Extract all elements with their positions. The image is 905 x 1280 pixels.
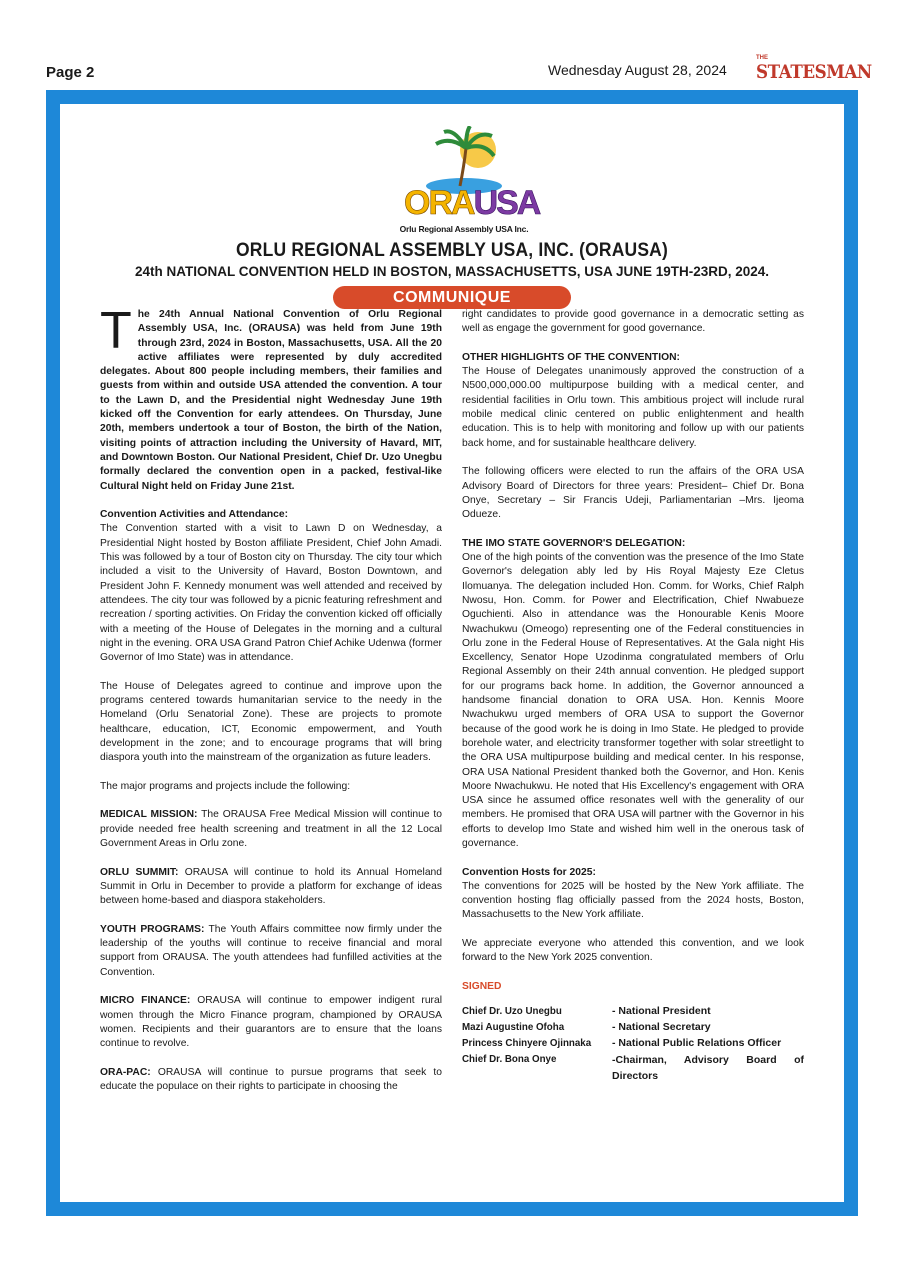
orausa-logo	[394, 126, 540, 234]
highlights-section	[462, 351, 804, 451]
logo-ora: ORA	[404, 184, 474, 222]
signatory-row	[462, 1052, 804, 1086]
signatory-row	[462, 1020, 804, 1036]
youth-text: The Youth Affairs committee now firmly under the leadership of the youths will continue to receive financial and moral support from ORAUSA. The youth attendees had funfilled activities at the Convention.	[100, 923, 442, 978]
right-column	[462, 308, 804, 1086]
masthead-the: THE	[756, 55, 768, 61]
page-header	[0, 0, 905, 90]
programs-intro: The major programs and projects include the following:	[100, 780, 351, 792]
hosts-section	[462, 866, 804, 923]
medical-label: MEDICAL MISSION:	[100, 809, 198, 821]
signed-label: SIGNED	[462, 980, 502, 992]
signatory-title: - National Secretary	[612, 1021, 711, 1034]
signatory-row	[462, 1036, 804, 1052]
highlights-text: The House of Delegates unanimously approved the construction of a N500,000,000.00 multipurpose building with a medical center, and residential facilities in Orlu town. This ambitious project will include rural mobile medical clinic centered on public enlightenment and health education. This is to help with monitoring and follow up with our patients back home, and for sustainable healthcare delivery.	[462, 366, 804, 449]
issue-date: Wednesday August 28, 2024	[548, 62, 727, 78]
logo-wordmark	[404, 184, 539, 223]
ora-pac-paragraph	[100, 1066, 442, 1095]
hosts-heading: Convention Hosts for 2025:	[462, 866, 596, 878]
signatory-title: - National President	[612, 1005, 711, 1018]
youth-programs-paragraph	[100, 923, 442, 980]
left-column	[100, 302, 442, 1109]
youth-label: YOUTH PROGRAMS:	[100, 923, 205, 935]
imo-section	[462, 537, 804, 852]
signatory-name: Chief Dr. Bona Onye	[462, 1053, 557, 1066]
signatory-title: - National Public Relations Officer	[612, 1037, 782, 1050]
imo-heading: THE IMO STATE GOVERNOR'S DELEGATION:	[462, 537, 686, 549]
delegates-paragraph: The House of Delegates agreed to continue and improve upon the programs centered towards humanitarian service to the needy in the Homeland (Orlu Senatorial Zone). These are projects to promote healthcare, education, ICT, Economic empowerment, and Youth development in the zone; and to encourage programs that will bring diaspora youth into the mainstream of the organization as future leaders.	[100, 680, 442, 764]
signatories-list	[462, 1004, 804, 1086]
summit-text: ORAUSA will continue to hold its Annual Homeland Summit in Orlu in December to provide a platform for exchange of ideas between home-based and diaspora stakeholders.	[100, 866, 442, 907]
highlights-heading: OTHER HIGHLIGHTS OF THE CONVENTION:	[462, 351, 680, 363]
pac-continued: right candidates to provide good governance in a democratic setting as well as engage the government for good governance.	[462, 309, 804, 335]
communique-banner: COMMUNIQUE	[333, 286, 571, 309]
micro-finance-paragraph	[100, 994, 442, 1051]
signatory-name: Mazi Augustine Ofoha	[462, 1021, 565, 1034]
headline: ORLU REGIONAL ASSEMBLY USA, INC. (ORAUSA)	[236, 240, 668, 261]
subheadline: 24th NATIONAL CONVENTION HELD IN BOSTON, MASSACHUSETTS, USA JUNE 19TH-23RD, 2024.	[134, 264, 770, 279]
imo-text: One of the high points of the convention was the presence of the Imo State Governor's delegation ably led by His Royal Majesty Eze Cletus Ilomuanya. The delegation included Hon. Comm. for Works, Chief Ralph Nwosu, Hon. Comm. for Power and Electrification, Chief Nwabueze Oguchienti. Also in attendance was the Honourable Kenis Moore Nwachukwu (Omeogo) representing one of the Federal constituencies in Orlu zone in the Federal House of Representatives. At the Gala night His Excellency, Senator Hope Uzodinma congratulated members of Orlu Regional Assembly on their 24th annual convention. He pledged support for our programs back home. In addition, the Governor announced a handsome financial donation to ORA USA. Hon. Kennis Moore Nwachukwu urged members of ORA USA to support the Governor because of the good work he is doing in Imo State. He pledged to provide borehole water, and electricity transformer together with solar streetlight to the ORA USA multipurpose building and medical center. In his response, ORA USA National President thanked both the Governor, and Hon. Kenis Moore Nwachukwu. He noted that His Excellency's engagement with ORA USA since he assumed office resonates well with the generality of our members. He promised that ORA USA will partner with the Governor in his efforts to develop Imo State and wished him well in the onerous task of governance.	[462, 552, 804, 849]
pac-text: ORAUSA will continue to pursue programs that seek to educate the populace on their rights to participate in choosing the	[100, 1066, 442, 1093]
pac-label: ORA-PAC:	[100, 1066, 151, 1078]
masthead-name: STATESMAN	[756, 61, 872, 83]
lead-text: he 24th Annual National Convention of Orlu Regional Assembly USA, Inc. (ORAUSA) was held from June 19th through 23rd, 2024 in Boston, Massachusetts, USA. All the 20 active affiliates were represented by duly accredited delegates. About 800 people including members, their families and guests from within and outside USA attended the convention. A tour to the Lawn D, and the Presidential night Wednesday June 19th kicked off the Convention for early attendees. On Thursday, June 20th, members undertook a tour of Boston, the birth of the Nation, visiting points of attraction including the University of Havard, MIT, and Downtown Boston. Our National President, Chief Dr. Uzo Unegbu formally declared the convention open in a packed, festival-like Cultural Night held on Friday June 21st.	[100, 309, 442, 492]
article-frame	[46, 90, 858, 1216]
medical-mission-paragraph	[100, 808, 442, 851]
page-number: Page 2	[46, 64, 95, 81]
logo-usa: USA	[473, 184, 540, 222]
activities-text: The Convention started with a visit to Lawn D on Wednesday, a Presidential Night hosted by Boston affiliate President, Chief John Amadi. This was followed by a tour of Boston city on Thursday. The city tour which included a visit to the University of Havard, Boston Downtown, and President John F. Kennedy monument was well attended and received by attendees. The city tour was followed by a picnic featuring refreshment and recreation / sporting activities. On Friday the convention kicked off officially with a meeting of the House of Delegates in the morning and a cultural night in the evening. ORA USA Grand Patron Chief Achike Udenwa (former Governor of Imo State) was in attendance.	[100, 523, 442, 664]
summit-label: ORLU SUMMIT:	[100, 866, 179, 878]
signatory-name: Princess Chinyere Ojinnaka	[462, 1037, 592, 1050]
signatory-row	[462, 1004, 804, 1020]
officers-paragraph: The following officers were elected to run the affairs of the ORA USA Advisory Board of Directors for three years: President– Chief Dr. Bona Onye, Secretary – Sir Francis Udeji, Parliamentarian –Mrs. Ijeoma Odueze.	[462, 466, 804, 521]
article-body	[60, 104, 844, 1202]
masthead-logo	[756, 55, 872, 87]
orlu-summit-paragraph	[100, 866, 442, 909]
drop-cap: T	[100, 302, 132, 360]
closing-paragraph: We appreciate everyone who attended this convention, and we look forward to the New York 2025 convention.	[462, 938, 804, 964]
micro-text: ORAUSA will continue to empower indigent rural women through the Micro Finance program, championed by ORAUSA women. Recipients and their guarantors are to ensure that the loans continue to revolve.	[100, 995, 442, 1050]
micro-label: MICRO FINANCE:	[100, 995, 191, 1007]
activities-heading: Convention Activities and Attendance:	[100, 509, 289, 521]
lead-paragraph	[100, 302, 442, 494]
logo-subtitle: Orlu Regional Assembly USA Inc.	[399, 224, 529, 234]
activities-section	[100, 508, 442, 665]
hosts-text: The conventions for 2025 will be hosted by the New York affiliate. The convention hosting flag officially passed from the 2024 hosts, Boston, Massachusetts to the New York affiliate.	[462, 880, 804, 921]
signatory-title: -Chairman, Advisory Board of Directors	[612, 1054, 804, 1083]
medical-text: The ORAUSA Free Medical Mission will continue to provide needed free health screening and treatment in all the 12 Local Government Areas in Orlu zone.	[100, 809, 442, 849]
signatory-name: Chief Dr. Uzo Unegbu	[462, 1005, 562, 1018]
